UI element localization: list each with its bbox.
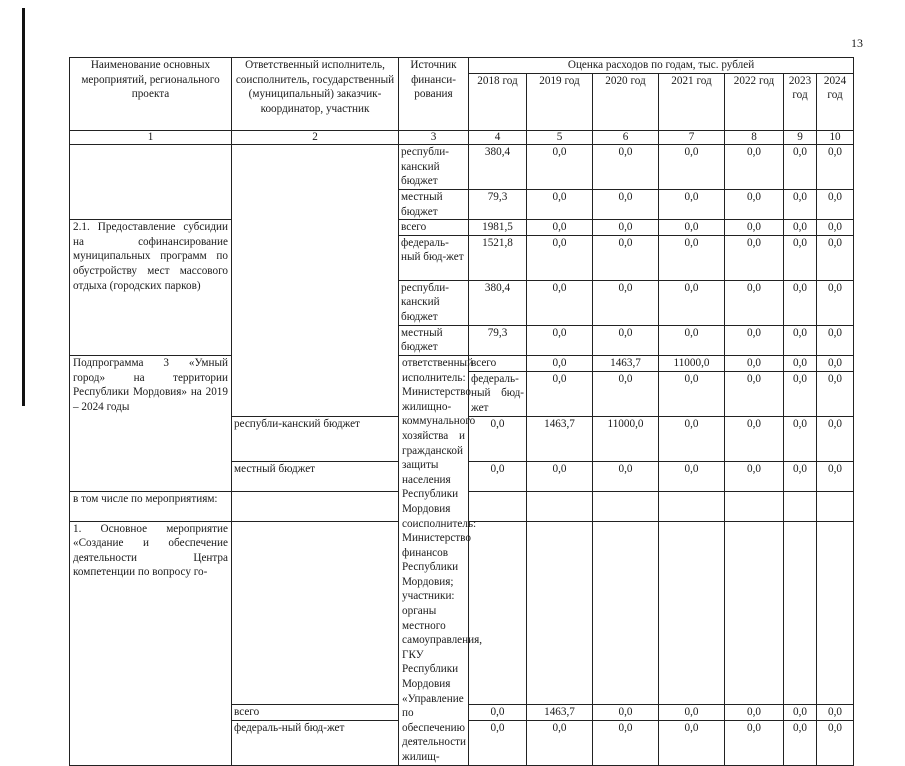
column-number: 6: [593, 131, 659, 145]
source-cell: республи-канский бюджет: [399, 145, 469, 190]
empty-cell: [725, 491, 784, 521]
value-cell: 0,0: [817, 280, 854, 325]
activity-name-cell: 1. Основное мероприятие «Создание и обеспечение деятельности Центра компетенции по вопросу го-: [70, 521, 232, 765]
column-number: 5: [527, 131, 593, 145]
value-cell: 0,0: [659, 416, 725, 461]
value-cell: 0,0: [659, 190, 725, 220]
header-estimate: Оценка расходов по годам, тыс. рублей: [469, 58, 854, 74]
source-cell: федераль-ный бюд-жет: [232, 720, 399, 765]
scan-edge-mark: [22, 8, 25, 406]
value-cell: 0,0: [725, 371, 784, 416]
value-cell: 0,0: [527, 235, 593, 280]
value-cell: 0,0: [784, 355, 817, 371]
value-cell: 0,0: [784, 371, 817, 416]
column-number: 1: [70, 131, 232, 145]
value-cell: 0,0: [784, 705, 817, 721]
value-cell: 0,0: [725, 235, 784, 280]
source-cell: всего: [399, 220, 469, 236]
value-cell: 0,0: [784, 461, 817, 491]
table-row: [70, 145, 854, 190]
column-numbers-row: [70, 131, 854, 145]
value-cell: 1463,7: [593, 355, 659, 371]
empty-cell: [232, 491, 399, 521]
value-cell: 0,0: [659, 720, 725, 765]
name-cell-empty: [70, 145, 232, 220]
value-cell: 0,0: [725, 705, 784, 721]
empty-cell: [469, 491, 527, 521]
value-cell: 0,0: [725, 145, 784, 190]
source-cell: республи-канский бюджет: [399, 280, 469, 325]
value-cell: 0,0: [527, 220, 593, 236]
value-cell: 0,0: [817, 325, 854, 355]
value-cell: 0,0: [593, 371, 659, 416]
value-cell: 0,0: [527, 355, 593, 371]
value-cell: 0,0: [659, 220, 725, 236]
value-cell: 0,0: [725, 416, 784, 461]
value-cell: 0,0: [725, 355, 784, 371]
source-cell: местный бюджет: [399, 190, 469, 220]
expenditure-table: [69, 57, 854, 766]
empty-cell: [527, 521, 593, 704]
value-cell: 0,0: [593, 280, 659, 325]
year-header: 2024 год: [817, 73, 854, 130]
value-cell: 0,0: [725, 220, 784, 236]
column-number: 9: [784, 131, 817, 145]
value-cell: 0,0: [527, 190, 593, 220]
value-cell: 0,0: [659, 705, 725, 721]
value-cell: 0,0: [593, 190, 659, 220]
value-cell: 0,0: [784, 325, 817, 355]
value-cell: 0,0: [659, 325, 725, 355]
value-cell: 0,0: [817, 720, 854, 765]
column-number: 4: [469, 131, 527, 145]
empty-cell: [232, 521, 399, 704]
year-header: 2021 год: [659, 73, 725, 130]
value-cell: 0,0: [784, 235, 817, 280]
activity-name-cell: 2.1. Предоставление субсидии на софинансирование муниципальных программ по обустройству мест массового отдыха (городских парков): [70, 220, 232, 356]
value-cell: 11000,0: [593, 416, 659, 461]
empty-cell: [784, 521, 817, 704]
value-cell: 1521,8: [469, 235, 527, 280]
empty-cell: [469, 521, 527, 704]
value-cell: 0,0: [784, 280, 817, 325]
column-number: 10: [817, 131, 854, 145]
source-cell: федераль-ный бюд-жет: [469, 371, 527, 416]
empty-cell: [817, 491, 854, 521]
value-cell: 0,0: [527, 371, 593, 416]
value-cell: 0,0: [659, 461, 725, 491]
header-responsible: Ответственный исполнитель, соисполнитель, государственный (муниципальный) заказчик-координатор, участник: [232, 58, 399, 131]
column-number: 3: [399, 131, 469, 145]
responsible-cell-empty: [232, 145, 399, 417]
empty-cell: [784, 491, 817, 521]
source-cell: местный бюджет: [399, 325, 469, 355]
empty-cell: [725, 521, 784, 704]
column-number: 7: [659, 131, 725, 145]
value-cell: 0,0: [593, 720, 659, 765]
year-header: 2023 год: [784, 73, 817, 130]
value-cell: 1463,7: [527, 705, 593, 721]
value-cell: 380,4: [469, 145, 527, 190]
value-cell: 0,0: [817, 461, 854, 491]
value-cell: 0,0: [817, 190, 854, 220]
value-cell: 11000,0: [659, 355, 725, 371]
empty-cell: [527, 491, 593, 521]
value-cell: 0,0: [784, 220, 817, 236]
including-label: в том числе по мероприятиям:: [70, 491, 232, 521]
value-cell: 0,0: [725, 325, 784, 355]
page-number: 13: [851, 36, 863, 50]
value-cell: 0,0: [817, 235, 854, 280]
value-cell: 0,0: [784, 720, 817, 765]
year-header: 2020 год: [593, 73, 659, 130]
value-cell: 0,0: [659, 371, 725, 416]
value-cell: 79,3: [469, 190, 527, 220]
subprogram-name-cell: Подпрограмма 3 «Умный город» на территории Республики Мордовия» на 2019 – 2024 годы: [70, 355, 232, 491]
table-row: [70, 355, 854, 371]
value-cell: 0,0: [469, 720, 527, 765]
value-cell: 0,0: [469, 416, 527, 461]
value-cell: 0,0: [725, 190, 784, 220]
value-cell: 0,0: [817, 416, 854, 461]
value-cell: 0,0: [659, 145, 725, 190]
year-header: 2019 год: [527, 73, 593, 130]
source-cell: всего: [232, 705, 399, 721]
empty-cell: [817, 521, 854, 704]
empty-cell: [659, 491, 725, 521]
header-row: [70, 58, 854, 74]
empty-cell: [659, 521, 725, 704]
value-cell: 0,0: [725, 720, 784, 765]
value-cell: 0,0: [593, 220, 659, 236]
value-cell: 0,0: [725, 461, 784, 491]
value-cell: 0,0: [659, 280, 725, 325]
value-cell: 0,0: [659, 235, 725, 280]
value-cell: 0,0: [593, 325, 659, 355]
value-cell: 0,0: [817, 220, 854, 236]
value-cell: 0,0: [725, 280, 784, 325]
value-cell: 1981,5: [469, 220, 527, 236]
value-cell: 0,0: [527, 145, 593, 190]
value-cell: 1463,7: [527, 416, 593, 461]
year-header: 2022 год: [725, 73, 784, 130]
value-cell: 0,0: [527, 720, 593, 765]
source-cell: всего: [469, 355, 527, 371]
column-number: 2: [232, 131, 399, 145]
value-cell: 0,0: [593, 705, 659, 721]
source-cell: федераль-ный бюд-жет: [399, 235, 469, 280]
responsible-cell: ответственный исполнитель: Министерство жилищно-коммунального хозяйства и гражданской защиты населения Республики Мордовия соисполнитель: Министерство финансов Республики Мордовия; участники: органы местного самоуправления, ГКУ Республики Мордовия «Управление по обеспечению деятельности жилищ-: [399, 355, 469, 765]
empty-cell: [593, 491, 659, 521]
value-cell: 0,0: [469, 461, 527, 491]
value-cell: 0,0: [817, 705, 854, 721]
value-cell: 0,0: [784, 416, 817, 461]
value-cell: 0,0: [817, 355, 854, 371]
value-cell: 0,0: [527, 280, 593, 325]
value-cell: 0,0: [784, 145, 817, 190]
year-header: 2018 год: [469, 73, 527, 130]
value-cell: 0,0: [817, 371, 854, 416]
source-cell: республи-канский бюджет: [232, 416, 399, 461]
header-name: Наименование основных мероприятий, регионального проекта: [70, 58, 232, 131]
value-cell: 0,0: [593, 461, 659, 491]
value-cell: 0,0: [593, 145, 659, 190]
value-cell: 0,0: [527, 325, 593, 355]
value-cell: 380,4: [469, 280, 527, 325]
column-number: 8: [725, 131, 784, 145]
value-cell: 0,0: [469, 705, 527, 721]
value-cell: 0,0: [784, 190, 817, 220]
empty-cell: [593, 521, 659, 704]
value-cell: 0,0: [817, 145, 854, 190]
value-cell: 79,3: [469, 325, 527, 355]
table-row: [70, 220, 854, 236]
value-cell: 0,0: [593, 235, 659, 280]
header-source: Источник финанси-рования: [399, 58, 469, 131]
value-cell: 0,0: [527, 461, 593, 491]
source-cell: местный бюджет: [232, 461, 399, 491]
